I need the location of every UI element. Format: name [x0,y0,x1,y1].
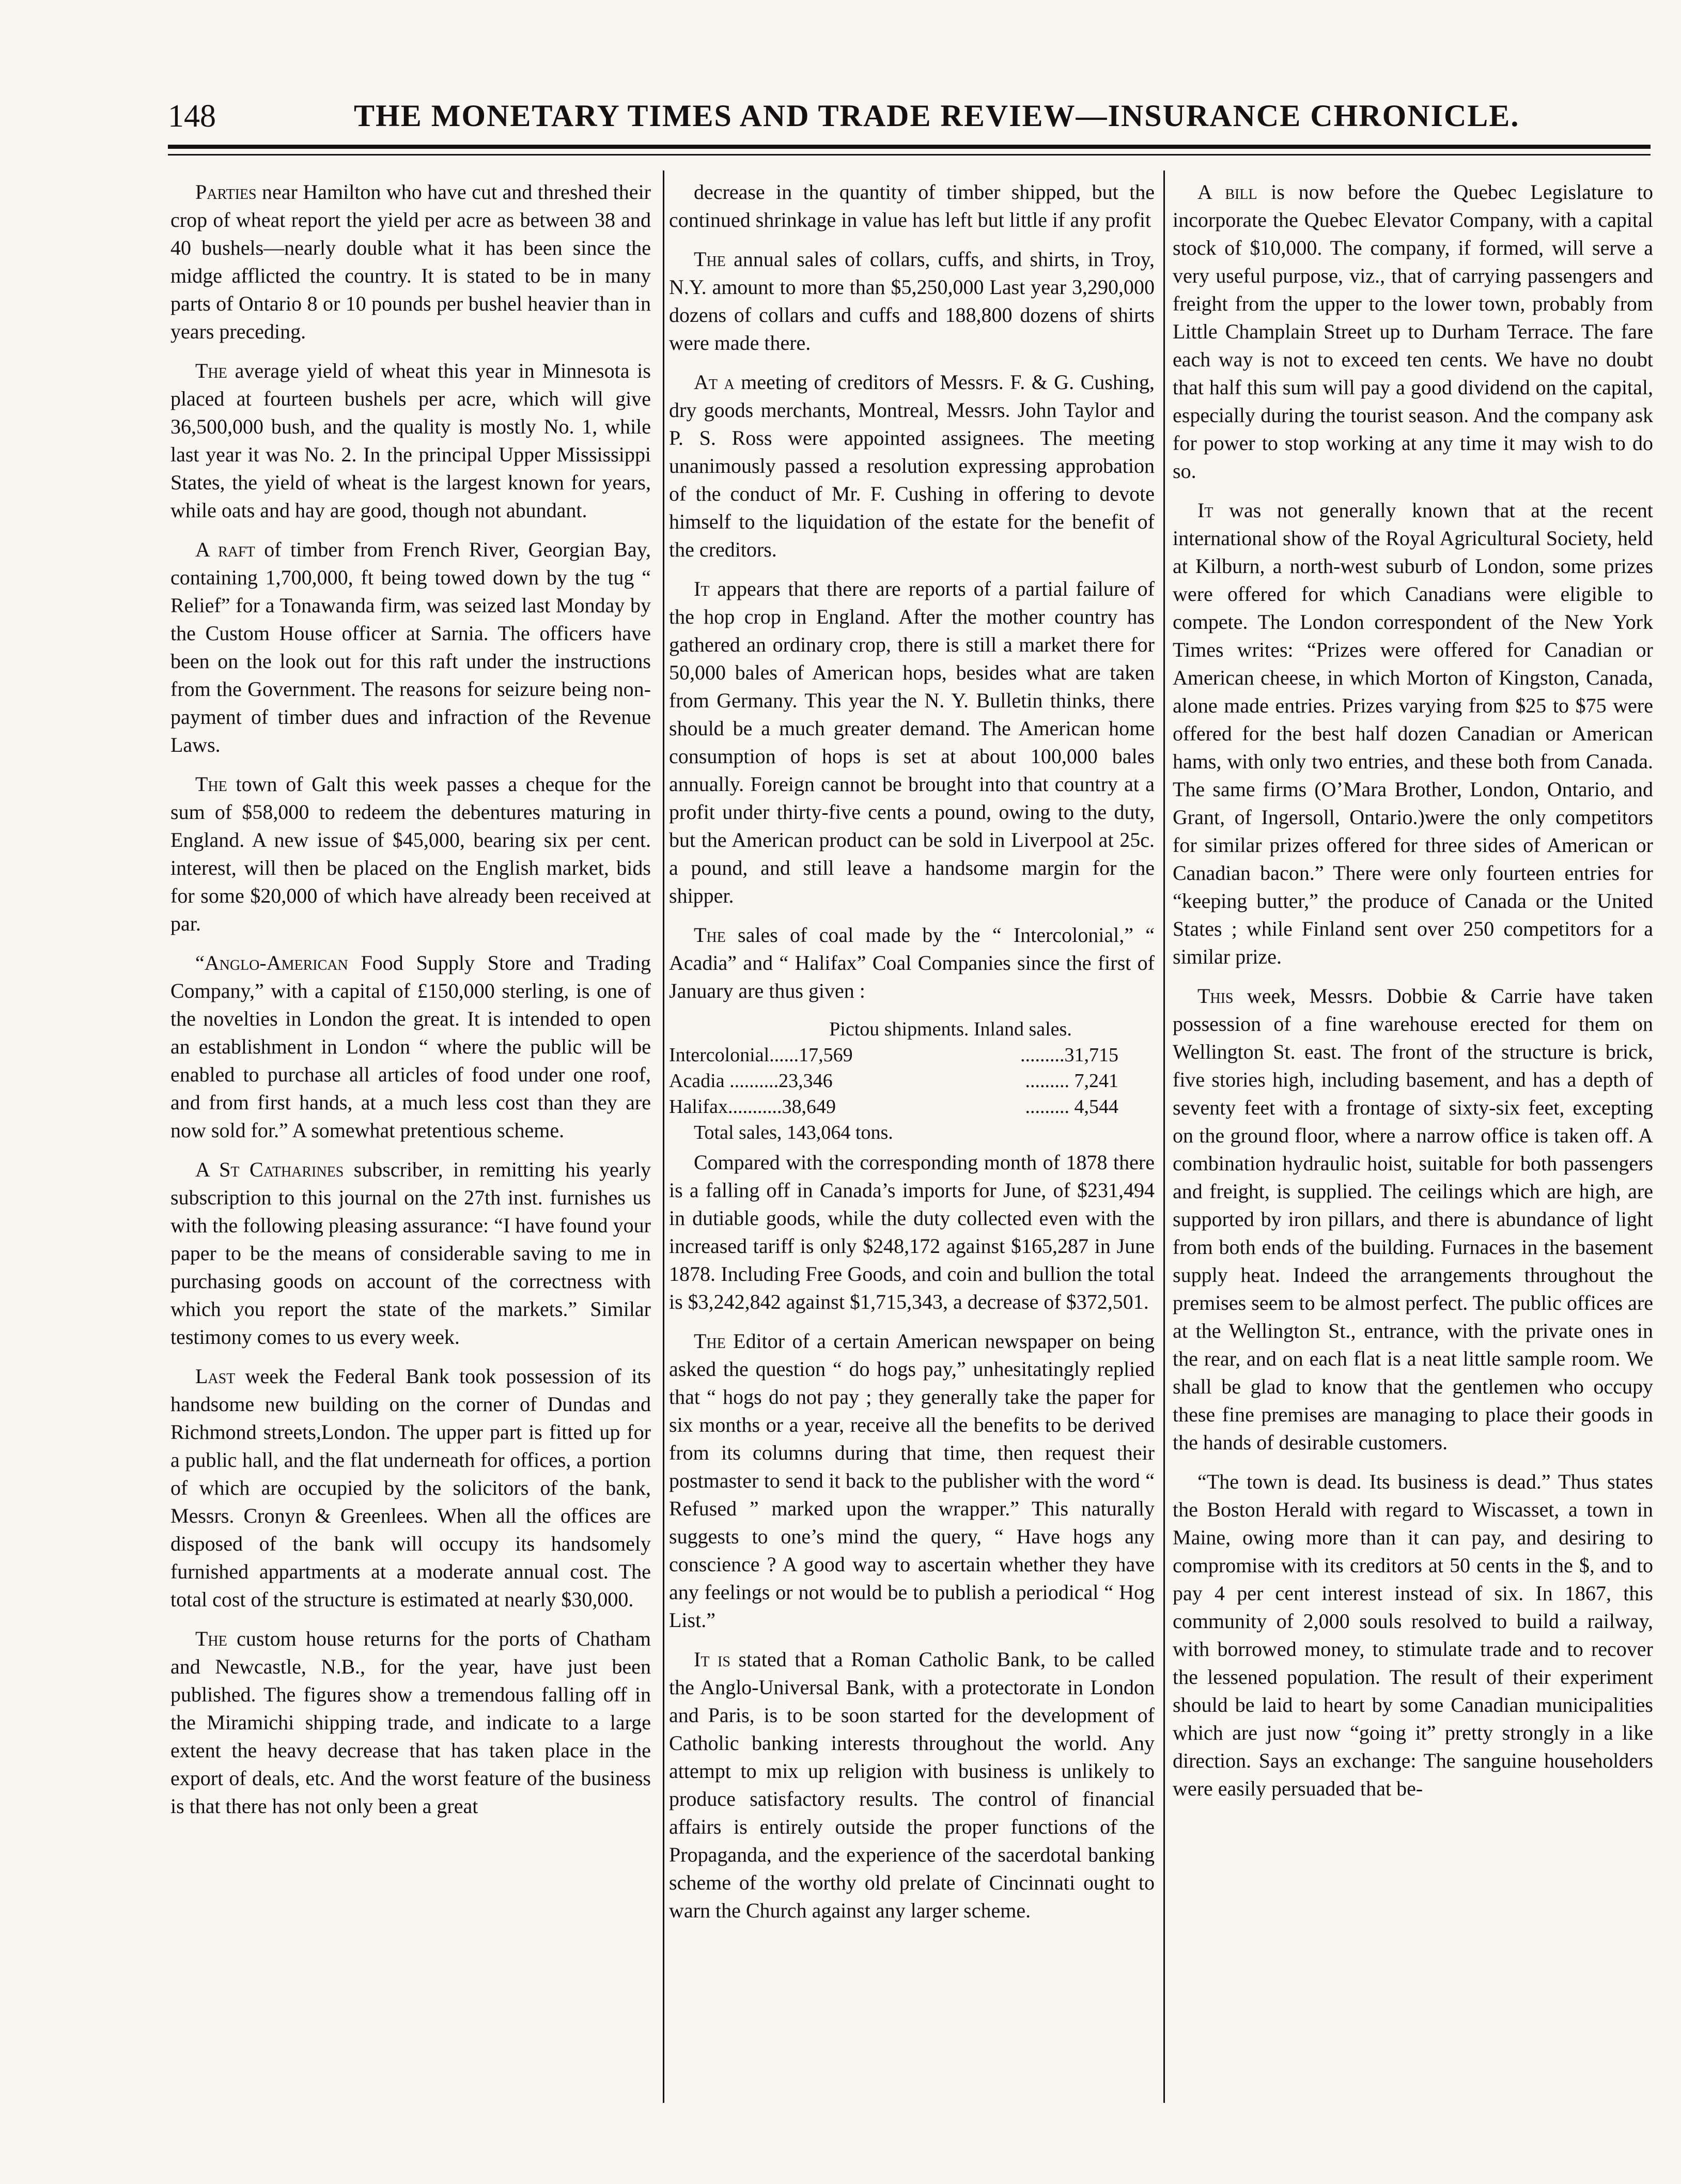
article-paragraph [1173,1468,1653,1803]
paragraph-body: custom house returns for the ports of Chatham and Newcastle, N.B., for the year, have just been published. The figures show a tremendous falling off in the Miramichi shipping trade, and indicate to a large extent the heavy decrease that has taken place in the export of deals, etc. And the worst feature of the business is that there has not only been a great [170,1627,651,1818]
paragraph-body: annual sales of collars, cuffs, and shirts, in Troy, N.Y. amount to more than $5,250,000 Last year 3,290,000 dozens of collars and cuffs and 188,800 dozens of shirts were made there. [669,247,1155,354]
article-paragraph [170,357,651,524]
paragraph-body: average yield of wheat this year in Minnesota is placed at fourteen bushels per acre, which will give 36,500,000 bush, and the quality is mostly No. 1, while last year it was No. 2. In the principal Upper Mississippi States, the yield of wheat is the largest known for years, while oats and hay are good, though not abundant. [170,359,651,522]
column-2-top [669,178,1155,1005]
shipments-row [669,1094,1155,1120]
article-paragraph [669,575,1155,910]
shipments-row-label: Intercolonial......17,569 [669,1044,853,1066]
shipments-total: Total sales, 143,064 tons. [694,1122,893,1143]
paragraph-body: “The town is dead. Its business is dead.” Thus states the Boston Herald with regard to Wiscasset, a town in Maine, owing more than it can pay, and desiring to compromise with its creditors at 50 cents in the $, and to pay 4 per cent interest instead of six. In 1867, this community of 2,000 souls resolved to build a railway, with borrowed money, to stimulate trade and to recover the lessened population. The result of their experiment should be laid to heart by some Canadian municipalities which are just now “going it” pretty strongly in a like direction. Says an exchange: The sanguine householders were easily persuaded that be- [1173,1470,1653,1800]
article-paragraph [170,1362,651,1614]
column-3 [1173,178,1653,2100]
paragraph-lead: The [195,359,227,382]
shipments-row-value: ......... 4,544 [1025,1096,1118,1118]
paragraph-body: meeting of creditors of Messrs. F. & G. Cushing, dry goods merchants, Montreal, Messrs. John Taylor and P. S. Ross were appointed assignees. The meeting unanimously passed a resolution expressing approbation of the conduct of Mr. F. Cushing in offering to devote himself to the liquidation of the estate for the benefit of the creditors. [669,370,1155,561]
header-rule-thin [168,154,1651,156]
article-paragraph [170,178,651,346]
article-paragraph [669,178,1155,234]
column-1 [170,178,651,2100]
shipments-row [669,1042,1155,1068]
paragraph-body: near Hamilton who have cut and threshed their crop of wheat report the yield per acre as between 38 and 40 bushels—nearly double what it has been since the midge afflicted the country. It is stated to be in many parts of Ontario 8 or 10 pounds per bushel heavier than in years preceding. [170,180,651,343]
paragraph-body: of timber from French River, Georgian Bay, containing 1,700,000, ft being towed down by the tug “ Relief” for a Tonawanda firm, was seized last Monday by the Custom House officer at Sarnia. The officers have been on the look out for this raft under the instructions from the Government. The reasons for seizure being non-payment of timber dues and infraction of the Revenue Laws. [170,538,651,756]
paragraph-lead: Last [195,1365,236,1388]
paragraph-lead: The [694,1329,726,1353]
article-paragraph [669,1149,1155,1316]
paragraph-body: sales of coal made by the “ Intercolonial,” “ Acadia” and “ Halifax” Coal Companies since the first of January are thus given : [669,923,1155,1002]
shipments-header: Pictou shipments. Inland sales. [829,1018,1072,1040]
shipments-row-value: ......... 7,241 [1025,1070,1118,1092]
shipments-row-value: .........31,715 [1020,1044,1118,1066]
paragraph-lead: A raft [195,538,255,561]
shipments-row-label: Halifax...........38,649 [669,1096,836,1118]
paragraph-lead: At a [694,370,735,394]
article-paragraph [669,921,1155,1005]
paragraph-lead: A St Catharines [195,1158,344,1181]
column-2 [669,178,1155,2100]
paragraph-lead: “Anglo-American [195,951,348,974]
column-2-bottom [669,1149,1155,1925]
article-paragraph [170,1156,651,1351]
page-number: 148 [168,99,216,134]
paragraph-body: week, Messrs. Dobbie & Carrie have taken possession of a fine warehouse erected for them on Wellington St. east. The front of the structure is brick, five stories high, including basement, and has a depth of seventy feet with a frontage of sixty-six feet, excepting on the ground floor, where a narrow office is taken off. A combination hydraulic hoist, suitable for both passengers and freight, is supplied. The ceilings which are high, are supported by iron pillars, and there is abundance of light from both ends of the building. Furnaces in the basement supply heat. Indeed the arrangements throughout the premises seem to be almost perfect. The public offices are at the Wellington St., entrance, with the private ones in the rear, and on each flat is a neat little sample room. We shall be glad to know that the gentlemen who occupy these fine premises are managing to place their goods in the hands of desirable customers. [1173,984,1653,1454]
paragraph-lead: It is [694,1648,730,1671]
paragraph-lead: It [694,577,710,600]
paragraph-body: town of Galt this week passes a cheque for the sum of $58,000 to redeem the debentures maturing in England. A new issue of $45,000, bearing six per cent. interest, will then be placed on the English market, bids for some $20,000 of which have already been received at par. [170,772,651,935]
paragraph-lead: The [195,1627,227,1650]
paragraph-body: Editor of a certain American newspaper on being asked the question “ do hogs pay,” unhesitatingly replied that “ hogs do not pay ; they generally take the paper for six months or a year, receive all the benefits to be derived from its columns during that time, then request their postmaster to send it back to the publisher with the word “ Refused ” marked upon the wrapper.” This naturally suggests to one’s mind the query, “ Have hogs any conscience ? A good way to ascertain whether they have any feelings or not would be to publish a periodical “ Hog List.” [669,1329,1155,1632]
paragraph-body: Food Supply Store and Trading Company,” with a capital of £150,000 sterling, is one of the novelties in London the great. It is intended to open an establishment in London “ where the public will be enabled to purchase all articles of food under one roof, and from first hands, at a much less cost than they are now sold for.” A somewhat pretentious scheme. [170,951,651,1142]
page-header [168,98,1651,145]
article-paragraph [669,1646,1155,1925]
paragraph-lead: The [694,923,726,947]
paragraph-lead: The [195,772,227,796]
article-paragraph [1173,497,1653,971]
article-paragraph [669,245,1155,357]
coal-shipments-table [669,1016,1155,1145]
shipments-row-label: Acadia ..........23,346 [669,1070,833,1092]
paragraph-body: week the Federal Bank took possession of its handsome new building on the corner of Dundas and Richmond streets,London. The upper part is fitted up for a public hall, and the flat underneath for offices, a portion of which are occupied by the solicitors of the bank, Messrs. Cronyn & Greenlees. When all the offices are disposed of the bank will occupy its handsomely furnished appartments at a moderate annual cost. The total cost of the structure is estimated at nearly $30,000. [170,1365,651,1611]
shipments-row [669,1068,1155,1094]
column-divider [663,171,664,2103]
header-rule-thick [168,145,1651,149]
article-paragraph [1173,982,1653,1457]
article-paragraph [1173,178,1653,485]
paragraph-body: was not generally known that at the recent international show of the Royal Agricultural Society, held at Kilburn, a north-west suburb of London, some prizes were offered for which Canadians were eligible to compete. The London correspondent of the New York Times writes: “Prizes were offered for Canadian or American cheese, in which Morton of Kingston, Canada, alone made entries. Prizes varying from $25 to $75 were offered for the best half dozen Canadian or American hams, with only two entries, and these both from Canada. The same firms (O’Mara Brother, London, Ontario, and Grant, of Ingersoll, Ontario.)were the only competitors for similar prizes offered for three sides of American or Canadian bacon.” There were only fourteen entries for “keeping butter,” the produce of Canada or the United States ; while Finland sent over 250 competitors for a similar prize. [1173,499,1653,968]
paragraph-body: Compared with the corresponding month of 1878 there is a falling off in Canada’s imports for June, of $231,494 in dutiable goods, while the duty collected even with the increased tariff is only $248,172 against $165,287 in June 1878. Including Free Goods, and coin and bullion the total is $3,242,842 against $1,715,343, a decrease of $372,501. [669,1151,1155,1313]
article-paragraph [170,1625,651,1820]
paragraph-body: stated that a Roman Catholic Bank, to be called the Anglo-Universal Bank, with a protectorate in London and Paris, is to be soon started for the development of Catholic banking interests throughout the world. Any attempt to mix up religion with business is unlikely to produce satisfactory results. The control of financial affairs is entirely outside the proper functions of the Propaganda, and the experience of the sacerdotal banking scheme of the worthy old prelate of Cincinnati ought to warn the Church against any larger scheme. [669,1648,1155,1922]
paragraph-lead: Parties [195,180,257,204]
paragraph-body: subscriber, in remitting his yearly subscription to this journal on the 27th inst. furnishes us with the following pleasing assurance: “I have found your paper to be the means of considerable saving to me in purchasing goods on account of the correctness with which you report the state of the markets.” Similar testimony comes to us every week. [170,1158,651,1349]
article-paragraph [170,536,651,759]
article-paragraph [669,1327,1155,1634]
article-paragraph [170,770,651,938]
masthead-title: THE MONETARY TIMES AND TRADE REVIEW—INSURANCE CHRONICLE. [354,99,1520,133]
paragraph-lead: This [1197,984,1234,1008]
article-paragraph [669,368,1155,564]
paragraph-body: appears that there are reports of a partial failure of the hop crop in England. After the mother country has gathered an ordinary crop, there is still a market there for 50,000 bales of American hops, besides what are taken from Germany. This year the N. Y. Bulletin thinks, there should be a much greater demand. The American home consumption of hops is set at about 100,000 bales annually. Foreign cannot be brought into that country at a profit under thirty-five cents a pound, owing to the duty, but the American product can be sold in Liverpool at 25c. a pound, and still leave a handsome margin for the shipper. [669,577,1155,907]
paragraph-body: is now before the Quebec Legislature to incorporate the Quebec Elevator Company, with a capital stock of $10,000. The company, if formed, will serve a very useful purpose, viz., that of carrying passengers and freight from the upper to the lower town, probably from Little Champlain Street up to Durham Terrace. The fare each way is not to exceed ten cents. We have no doubt that half this sum will pay a good dividend on the capital, especially during the tourist season. And the company ask for power to stop working at any time it may wish to do so. [1173,180,1653,483]
column-divider [1163,171,1165,2103]
paragraph-lead: The [694,247,726,271]
paragraph-lead: A bill [1197,180,1257,204]
article-paragraph [170,949,651,1144]
paragraph-body: decrease in the quantity of timber shipped, but the continued shrinkage in value has left but little if any profit [669,180,1155,231]
paragraph-lead: It [1197,499,1213,522]
